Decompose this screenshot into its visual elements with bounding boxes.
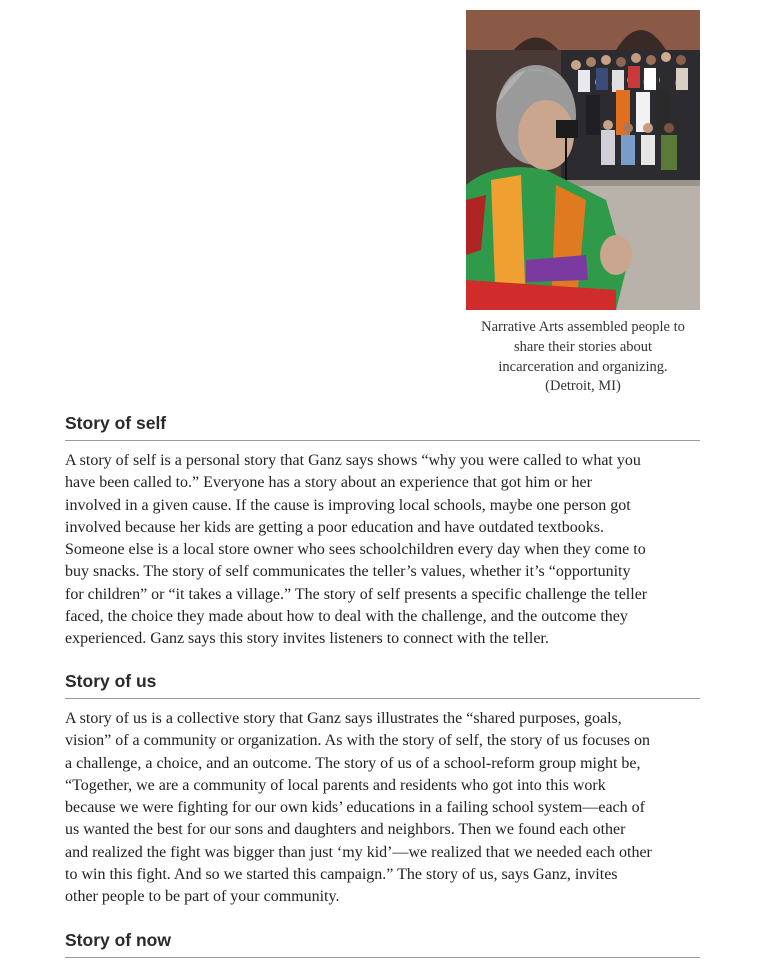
text-line: involved because her kids are getting a poor education and have outdated textbooks. <box>65 518 604 536</box>
paragraph-story-of-us <box>65 708 705 909</box>
caption-line: Narrative Arts assembled people to <box>481 319 685 335</box>
heading-story-of-now: Story of now <box>65 929 700 958</box>
text-line: buy snacks. The story of self communicates the teller’s values, whether it’s “opportunity <box>65 563 631 581</box>
caption-line: share their stories about <box>513 338 653 355</box>
text-line: experienced. Ganz says this story invites listeners to connect with the teller. <box>65 630 549 648</box>
text-line: A story of us is a collective story that Ganz says illustrates the “shared purposes, goals, <box>65 710 622 727</box>
text-line: other people to be part of your community. <box>65 888 340 906</box>
text-line: vision” of a community or organization. As with the story of self, the story of us focuses on <box>65 732 650 750</box>
heading-story-of-us: Story of us <box>65 670 700 699</box>
text-line: to win this fight. And so we started this campaign.” The story of us, says Ganz, invites <box>65 866 618 884</box>
text-line: involved in a given cause. If the cause is improving local schools, maybe one person got <box>65 496 631 514</box>
caption-line: incarceration and organizing. <box>498 358 668 375</box>
text-line: and realized the fight was bigger than just ‘my kid’—we realized that we needed each other <box>65 843 652 861</box>
caption-line: (Detroit, MI) <box>545 378 621 395</box>
heading-story-of-self: Story of self <box>65 412 700 441</box>
text-line: A story of self is a personal story that Ganz says shows “why you were called to what you <box>65 452 641 469</box>
group-photo-illustration <box>466 10 700 310</box>
text-line: us wanted the best for our sons and daughters and neighbors. Then we found each other <box>65 821 626 839</box>
photo-caption <box>466 318 700 397</box>
paragraph-story-of-self <box>65 450 705 651</box>
text-line: a challenge, a choice, and an outcome. The story of us of a school-reform group might be, <box>65 754 641 772</box>
group-photo <box>466 10 700 310</box>
text-line: faced, the choice they made about how to deal with the challenge, and the outcome they <box>65 608 628 626</box>
text-line: for children” or “it takes a village.” The story of self presents a specific challenge the teller <box>65 585 648 603</box>
text-line: because we were fighting for our own kids’ educations in a failing school system—each of <box>65 799 645 817</box>
text-line: “Together, we are a community of local parents and residents who got into this work <box>65 776 606 794</box>
text-line: Someone else is a local store owner who sees schoolchildren every day when they come to <box>65 541 646 559</box>
text-line: have been called to.” Everyone has a story about an experience that got him or her <box>65 474 592 492</box>
